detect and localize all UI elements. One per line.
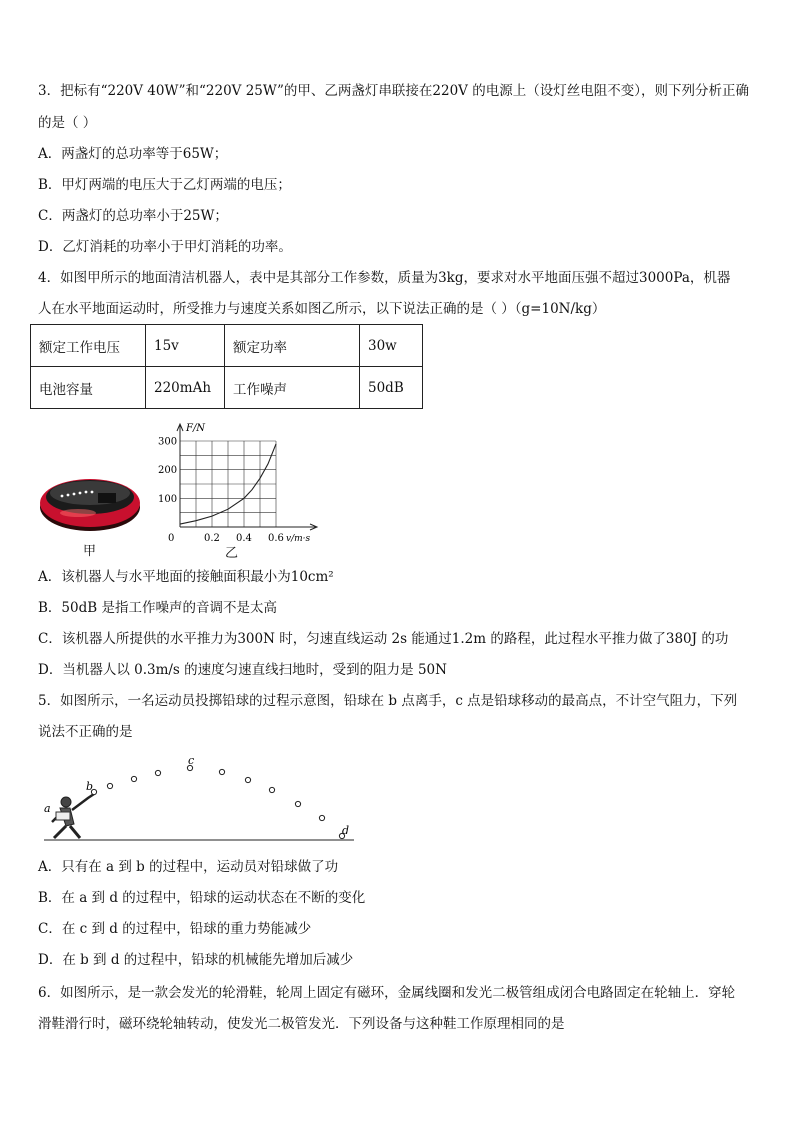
table-cell: 220mAh [146, 367, 225, 409]
q4-option-a: A．该机器人与水平地面的接触面积最小为10cm² [38, 569, 334, 585]
q5-stem-line2: 说法不正确的是 [38, 724, 133, 740]
point-c-label: c [188, 754, 195, 767]
q5-option-d: D．在 b 到 d 的过程中，铅球的机械能先增加后减少 [38, 952, 354, 968]
q3-option-c: C．两盏灯的总功率小于25W； [38, 208, 228, 224]
shot-ball-icon [269, 787, 274, 792]
q3-option-b: B．甲灯两端的电压大于乙灯两端的电压； [38, 177, 291, 193]
table-row [31, 367, 423, 409]
q4-option-b: B．50dB 是指工作噪声的音调不是太高 [38, 600, 277, 616]
shot-ball-icon [107, 783, 112, 788]
q6-stem-line1: 6．如图所示，是一款会发光的轮滑鞋，轮周上固定有磁环，金属线圈和发光二极管组成闭合电路固定在轮轴上．穿轮 [38, 985, 736, 1001]
shot-ball-icon [219, 769, 224, 774]
q5-stem-line1: 5．如图所示，一名运动员投掷铅球的过程示意图，铅球在 b 点离手，c 点是铅球移动的最高点，不计空气阻力，下列 [38, 693, 738, 709]
q6-stem-line2: 滑鞋滑行时，磁环绕轮轴转动，使发光二极管发光．下列设备与这种鞋工作原理相同的是 [38, 1016, 565, 1032]
shot-trajectory [91, 765, 344, 838]
table-cell: 额定功率 [225, 325, 360, 367]
q3-stem-line1: 3．把标有“220V 40W”和“220V 25W”的甲、乙两盏灯串联接在220V 的电源上（设灯丝电阻不变），则下列分析正确 [38, 83, 749, 99]
q5-option-b: B．在 a 到 d 的过程中，铅球的运动状态在不断的变化 [38, 890, 366, 906]
q4-option-d: D．当机器人以 0.3m/s 的速度匀速直线扫地时，受到的阻力是 50N [38, 662, 447, 678]
shot-ball-icon [295, 801, 300, 806]
q4-option-c: C．该机器人所提供的水平推力为300N 时，匀速直线运动 2s 能通过1.2m 的路程，此过程水平推力做了380J 的功 [38, 631, 729, 647]
x-tick-label: 0.6 [268, 533, 284, 544]
y-tick-label: 300 [158, 436, 178, 448]
robot-image [38, 463, 142, 535]
shot-put-diagram [36, 752, 366, 848]
shot-ball-icon [155, 770, 160, 775]
q4-stem-line1: 4．如图甲所示的地面清洁机器人，表中是其部分工作参数，质量为3kg，要求对水平地面压强不超过3000Pa，机器 [38, 270, 731, 286]
table-cell: 50dB [360, 367, 423, 409]
chart-ticks [158, 437, 284, 545]
q4-stem-line2: 人在水平地面运动时，所受推力与速度关系如图乙所示，以下说法正确的是（ ）（g=10N/kg） [38, 301, 606, 317]
force-speed-chart [150, 415, 340, 560]
shot-ball-icon [319, 815, 324, 820]
x-tick-label: 0.4 [236, 533, 252, 544]
point-a-label: a [44, 802, 51, 815]
y-tick-label: 200 [158, 465, 178, 477]
q3-stem-line2: 的是（ ） [38, 115, 97, 131]
y-tick-label: 100 [158, 493, 178, 505]
table-cell: 电池容量 [31, 367, 146, 409]
chart-y-axis-label: F/N [186, 423, 206, 434]
shot-ball-icon [245, 777, 250, 782]
figure-yi-caption: 乙 [225, 546, 239, 561]
shot-ball-icon [131, 776, 136, 781]
q3-option-d: D．乙灯消耗的功率小于甲灯消耗的功率。 [38, 239, 292, 255]
q5-option-a: A．只有在 a 到 b 的过程中，运动员对铅球做了功 [38, 859, 339, 875]
chart-grid [180, 441, 276, 527]
chart-axes [177, 424, 317, 530]
table-cell: 工作噪声 [225, 367, 360, 409]
x-tick-label: 0 [168, 533, 175, 544]
point-d-label: d [342, 824, 350, 837]
chart-x-axis-label: v/m·s [286, 534, 311, 544]
parameter-table [30, 324, 423, 409]
athlete-icon [52, 794, 94, 838]
q5-option-c: C．在 c 到 d 的过程中，铅球的重力势能减少 [38, 921, 312, 937]
table-cell: 15v [146, 325, 225, 367]
table-cell: 额定工作电压 [31, 325, 146, 367]
table-row [31, 325, 423, 367]
x-tick-label: 0.2 [204, 533, 220, 544]
figure-jia-caption: 甲 [83, 544, 97, 559]
point-b-label: b [86, 780, 94, 793]
q3-option-a: A．两盏灯的总功率等于65W； [38, 146, 228, 162]
table-cell: 30w [360, 325, 423, 367]
